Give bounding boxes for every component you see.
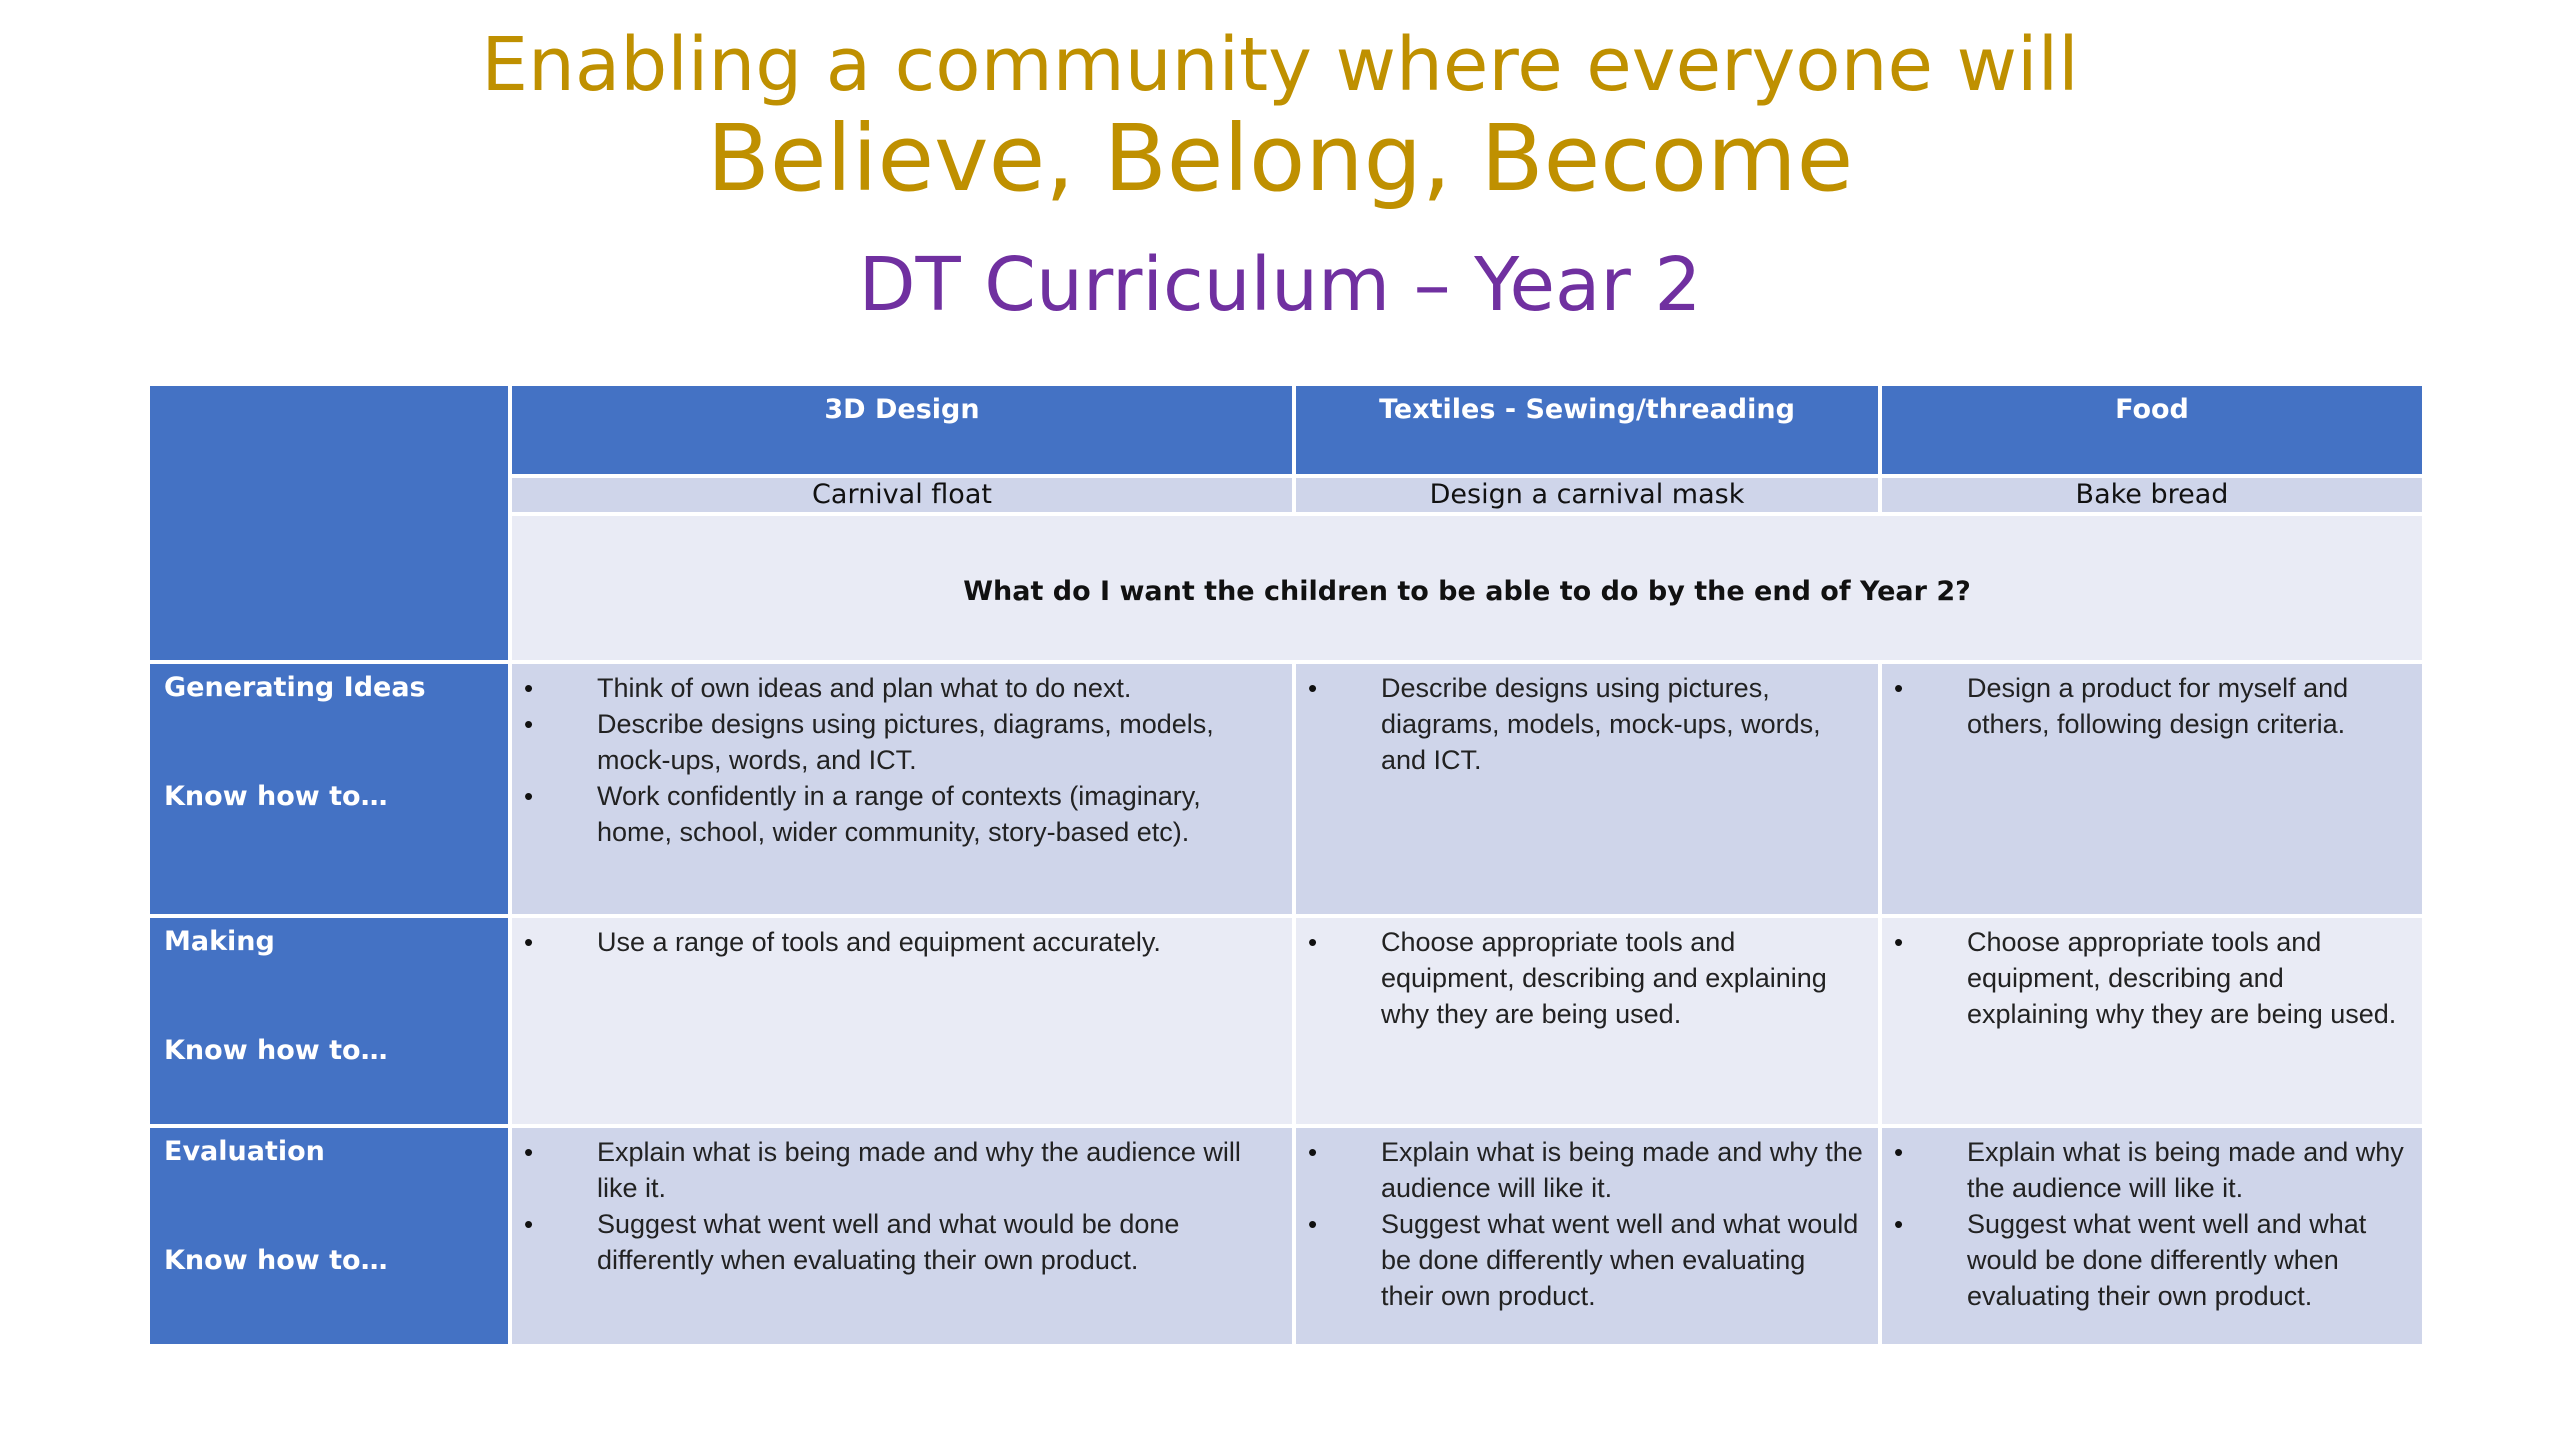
row-subtitle: Know how to… <box>164 1035 388 1066</box>
row-title: Evaluation <box>164 1136 325 1167</box>
cell-generating-ideas-3d-design <box>512 664 1292 914</box>
row-title: Making <box>164 926 275 957</box>
cell-generating-ideas-textiles <box>1296 664 1878 914</box>
cell-evaluation-3d-design <box>512 1128 1292 1344</box>
cell-making-3d-design <box>512 918 1292 1124</box>
list-item: • Describe designs using pictures, diagrams, models, mock-ups, words, and ICT. <box>1296 670 1864 778</box>
column-header-food: Food <box>1882 386 2422 474</box>
project-textiles: Design a carnival mask <box>1296 478 1878 512</box>
column-header-3d-design: 3D Design <box>512 386 1292 474</box>
row-label-making <box>150 918 508 1124</box>
cell-evaluation-textiles <box>1296 1128 1878 1344</box>
list-item: • Describe designs using pictures, diagrams, models, mock-ups, words, and ICT. <box>512 706 1278 778</box>
row-title: Generating Ideas <box>164 672 426 703</box>
list-item: • Use a range of tools and equipment accurately. <box>512 924 1278 960</box>
title-line-1: Enabling a community where everyone will <box>481 22 2079 108</box>
curriculum-table <box>150 386 2422 1344</box>
list-item: • Suggest what went well and what would be done differently when evaluating their own product. <box>512 1206 1278 1278</box>
list-item: • Explain what is being made and why the audience will like it. <box>512 1134 1278 1206</box>
row-subtitle: Know how to… <box>164 1245 388 1276</box>
list-item: • Explain what is being made and why the audience will like it. <box>1882 1134 2408 1206</box>
cell-making-food <box>1882 918 2422 1124</box>
list-item: • Suggest what went well and what would be done differently when evaluating their own product. <box>1296 1206 1864 1314</box>
row-label-evaluation <box>150 1128 508 1344</box>
list-item: • Choose appropriate tools and equipment, describing and explaining why they are being used. <box>1882 924 2408 1032</box>
project-3d-design: Carnival float <box>512 478 1292 512</box>
row-subtitle: Know how to… <box>164 781 388 812</box>
list-item: • Choose appropriate tools and equipment, describing and explaining why they are being used. <box>1296 924 1864 1032</box>
list-item: • Think of own ideas and plan what to do next. <box>512 670 1278 706</box>
end-of-year-question: What do I want the children to be able to do by the end of Year 2? <box>512 516 2422 660</box>
cell-making-textiles <box>1296 918 1878 1124</box>
list-item: • Work confidently in a range of contexts (imaginary, home, school, wider community, story-based etc). <box>512 778 1278 850</box>
column-header-textiles: Textiles - Sewing/threading <box>1296 386 1878 474</box>
cell-generating-ideas-food <box>1882 664 2422 914</box>
title-line-2: Believe, Belong, Become <box>706 105 1854 212</box>
corner-cell <box>150 386 508 660</box>
cell-evaluation-food <box>1882 1128 2422 1344</box>
row-label-generating-ideas <box>150 664 508 914</box>
list-item: • Design a product for myself and others, following design criteria. <box>1882 670 2408 742</box>
page-title: DT Curriculum – Year 2 <box>858 242 1702 328</box>
list-item: • Suggest what went well and what would be done differently when evaluating their own product. <box>1882 1206 2408 1314</box>
list-item: • Explain what is being made and why the audience will like it. <box>1296 1134 1864 1206</box>
project-food: Bake bread <box>1882 478 2422 512</box>
